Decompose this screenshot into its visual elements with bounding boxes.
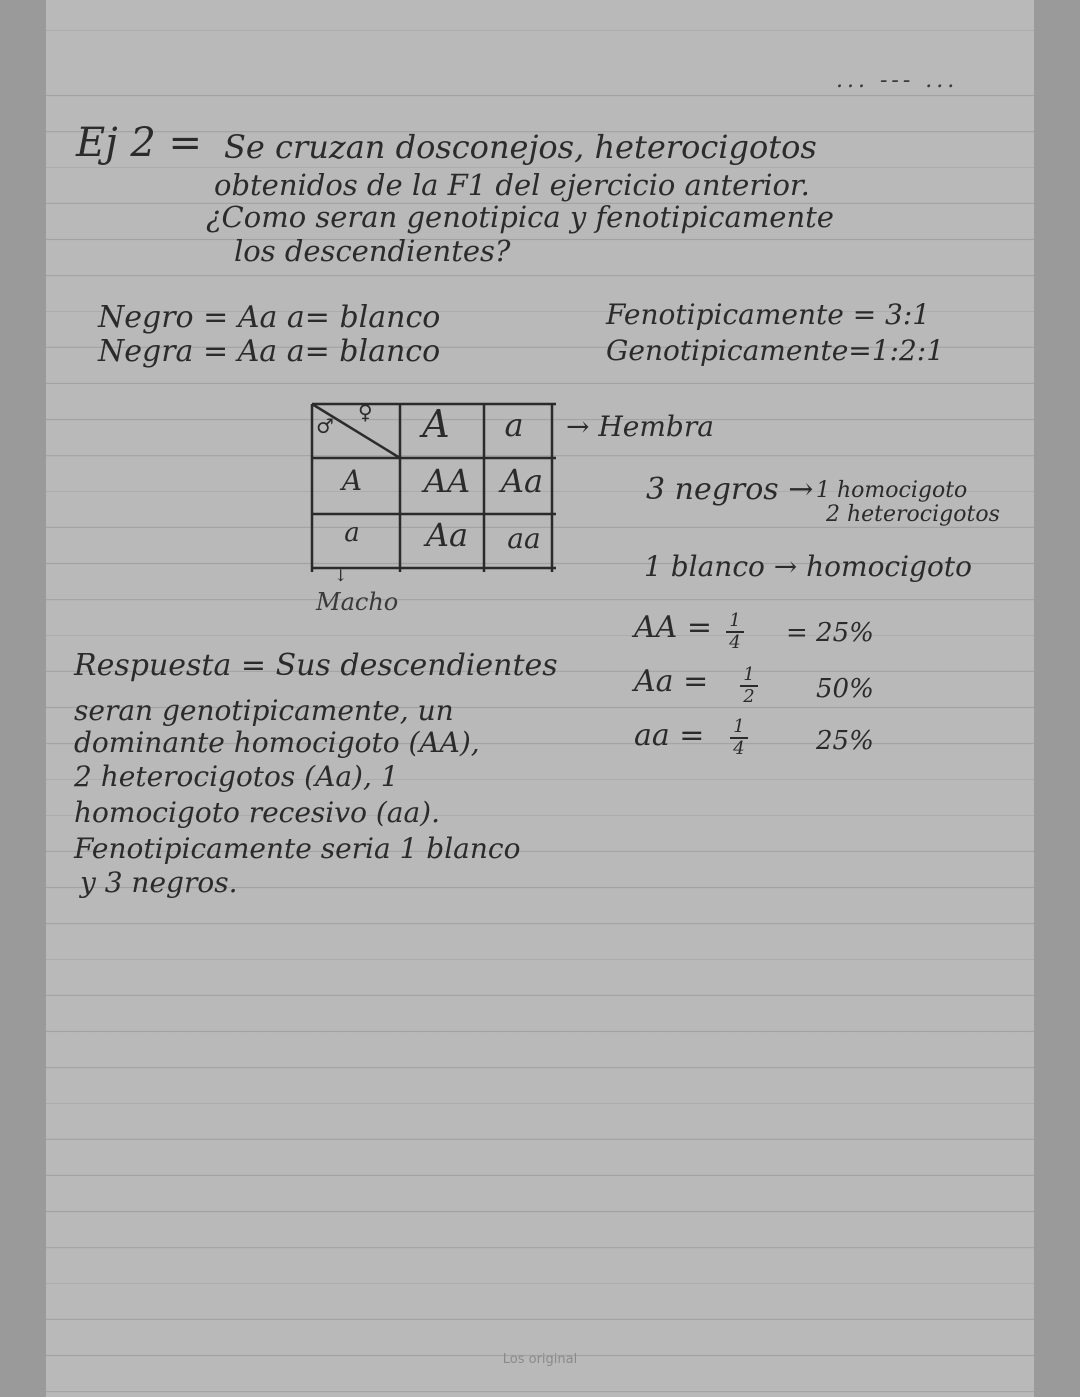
male-symbol: ♂	[316, 414, 334, 438]
answer-line-3: dominante homocigoto (AA),	[74, 726, 480, 759]
problem-line-4: los descendientes?	[234, 234, 511, 268]
black-homozygous: 1 homocigoto	[816, 478, 968, 503]
problem-line-1: Se cruzan dosconejos, heterocigotos	[224, 128, 817, 166]
fraction	[740, 666, 758, 706]
fraction	[730, 718, 748, 758]
punnett-square	[308, 400, 556, 572]
genotype-aa-dominant: AA =	[634, 610, 713, 645]
black-heterozygous: 2 heterocigotos	[826, 502, 1000, 527]
male-allele-2: a	[344, 518, 360, 548]
genotypic-ratio: Genotipicamente=1:2:1	[606, 334, 945, 367]
fraction-numerator: 1	[729, 610, 741, 631]
female-label: → Hembra	[566, 410, 714, 443]
fraction-numerator: 1	[733, 716, 745, 737]
female-allele-1: A	[422, 402, 450, 446]
male-allele-1: A	[341, 464, 363, 497]
percent: = 25%	[786, 618, 874, 648]
fraction-denominator: 4	[733, 738, 745, 759]
exercise-label: Ej 2 =	[76, 120, 202, 166]
phenotypic-ratio: Fenotipicamente = 3:1	[606, 298, 931, 331]
genotype-heterozygous: Aa =	[634, 664, 709, 699]
punnett-cell: aa	[507, 522, 541, 555]
female-allele-2: a	[504, 406, 524, 444]
genotype-recessive: aa =	[634, 718, 705, 753]
answer-line-7: y 3 negros.	[80, 866, 238, 899]
notation-male: Negro = Aa a= blanco	[98, 300, 441, 335]
male-label: Macho	[316, 588, 399, 616]
punnett-cell: Aa	[500, 462, 544, 500]
answer-line-2: seran genotipicamente, un	[74, 694, 454, 727]
punnett-cell: AA	[423, 462, 471, 500]
fraction-numerator: 1	[743, 664, 755, 685]
problem-line-3: ¿Como seran genotipica y fenotipicamente	[206, 200, 834, 234]
male-arrow: ↓	[334, 566, 348, 585]
notebook-page	[46, 0, 1034, 1397]
answer-line-6: Fenotipicamente seria 1 blanco	[74, 832, 521, 865]
notation-female: Negra = Aa a= blanco	[98, 334, 441, 369]
fraction-denominator: 2	[743, 686, 755, 707]
female-symbol: ♀	[358, 400, 373, 424]
answer-line-5: homocigoto recesivo (aa).	[74, 796, 440, 829]
answer-line-1: Respuesta = Sus descendientes	[74, 648, 558, 683]
punnett-cell: Aa	[425, 516, 469, 554]
page-corner-marks: ... --- ...	[836, 68, 959, 93]
white-offspring: 1 blanco → homocigoto	[644, 550, 972, 583]
fraction	[726, 612, 744, 652]
percent: 50%	[816, 674, 874, 704]
problem-line-2: obtenidos de la F1 del ejercicio anterior.	[214, 168, 810, 202]
percent: 25%	[816, 726, 874, 756]
page-footer-text: Los original	[502, 1352, 578, 1367]
black-offspring: 3 negros →	[646, 472, 814, 507]
fraction-denominator: 4	[729, 632, 741, 653]
answer-line-4: 2 heterocigotos (Aa), 1	[74, 760, 399, 793]
